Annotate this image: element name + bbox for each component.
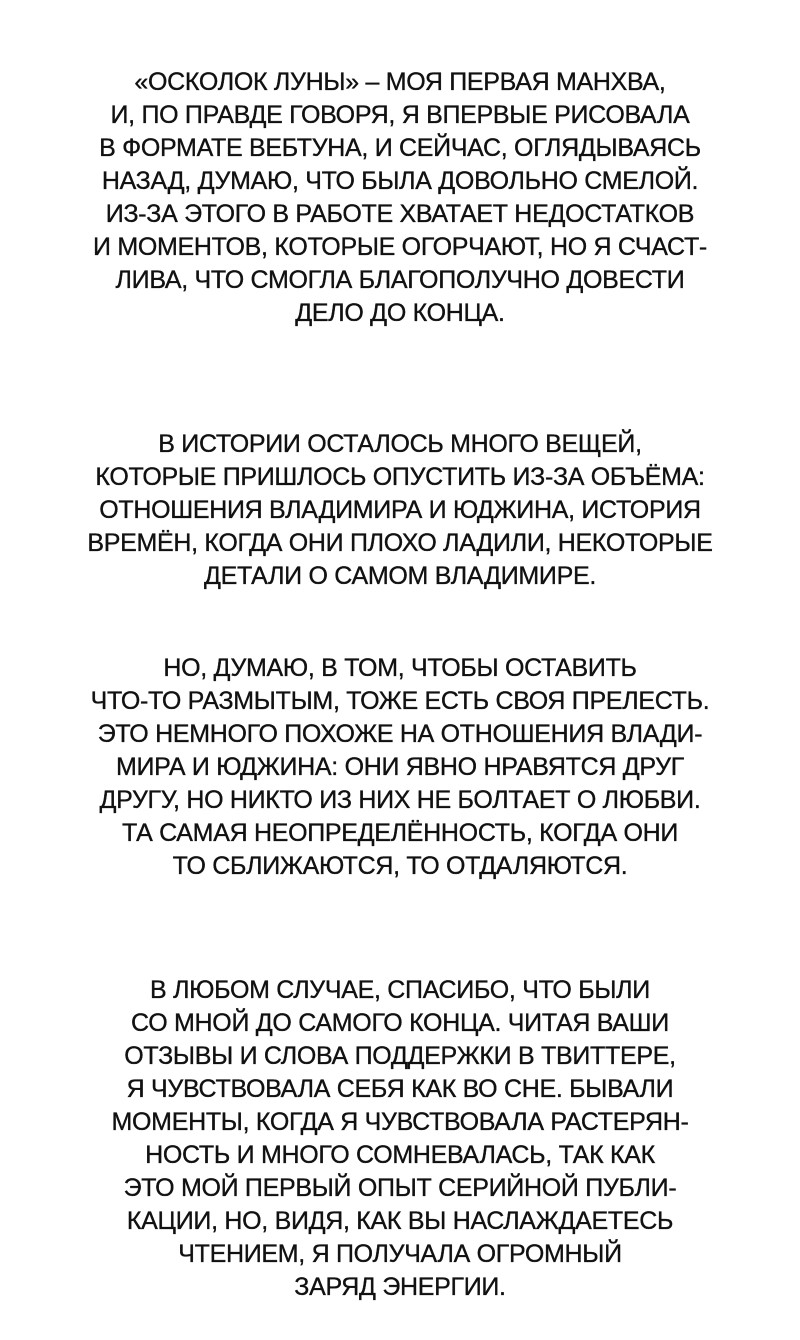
paragraph-ambiguity — [0, 652, 800, 883]
text-line: ОТНОШЕНИЯ ВЛАДИМИРА И ЮДЖИНА, ИСТОРИЯ — [99, 496, 701, 524]
text-line: КАЦИИ, НО, ВИДЯ, КАК ВЫ НАСЛАЖДАЕТЕСЬ — [126, 1207, 674, 1235]
paragraph-omitted-stories — [0, 428, 800, 593]
paragraph-first-manhwa — [0, 66, 800, 330]
text-line: ДЕЛО ДО КОНЦА. — [295, 299, 505, 327]
text-line: НО, ДУМАЮ, В ТОМ, ЧТОБЫ ОСТАВИТЬ — [163, 654, 637, 682]
text-line: МИРА И ЮДЖИНА: ОНИ ЯВНО НРАВЯТСЯ ДРУГ — [115, 753, 684, 781]
text-line: ВРЕМЁН, КОГДА ОНИ ПЛОХО ЛАДИЛИ, НЕКОТОРЫЕ — [87, 529, 713, 557]
text-line: Я ЧУВСТВОВАЛА СЕБЯ КАК ВО СНЕ. БЫВАЛИ — [126, 1075, 674, 1103]
text-line: ОТЗЫВЫ И СЛОВА ПОДДЕРЖКИ В ТВИТТЕРЕ, — [124, 1042, 676, 1070]
text-line: НАЗАД, ДУМАЮ, ЧТО БЫЛА ДОВОЛЬНО СМЕЛОЙ. — [101, 167, 699, 195]
text-line: ИЗ-ЗА ЭТОГО В РАБОТЕ ХВАТАЕТ НЕДОСТАТКОВ — [105, 200, 695, 228]
text-line: И МОМЕНТОВ, КОТОРЫЕ ОГОРЧАЮТ, НО Я СЧАСТ- — [93, 233, 707, 261]
text-line: ДЕТАЛИ О САМОМ ВЛАДИМИРЕ. — [204, 562, 596, 590]
text-line: ЭТО НЕМНОГО ПОХОЖЕ НА ОТНОШЕНИЯ ВЛАДИ- — [97, 720, 703, 748]
text-line: И, ПО ПРАВДЕ ГОВОРЯ, Я ВПЕРВЫЕ РИСОВАЛА — [110, 101, 690, 129]
text-line: ЛИВА, ЧТО СМОГЛА БЛАГОПОЛУЧНО ДОВЕСТИ — [115, 266, 685, 294]
text-line: МОМЕНТЫ, КОГДА Я ЧУВСТВОВАЛА РАСТЕРЯН- — [111, 1108, 689, 1136]
text-line: ЗАРЯД ЭНЕРГИИ. — [294, 1273, 506, 1301]
text-line: СО МНОЙ ДО САМОГО КОНЦА. ЧИТАЯ ВАШИ — [131, 1009, 669, 1037]
text-line: В ИСТОРИИ ОСТАЛОСЬ МНОГО ВЕЩЕЙ, — [158, 430, 642, 458]
text-line: В ЛЮБОМ СЛУЧАЕ, СПАСИБО, ЧТО БЫЛИ — [150, 976, 650, 1004]
text-line: НОСТЬ И МНОГО СОМНЕВАЛАСЬ, ТАК КАК — [145, 1141, 655, 1169]
text-line: ТО СБЛИЖАЮТСЯ, ТО ОТДАЛЯЮТСЯ. — [172, 852, 628, 880]
text-line: В ФОРМАТЕ ВЕБТУНА, И СЕЙЧАС, ОГЛЯДЫВАЯСЬ — [99, 134, 701, 162]
text-line: КОТОРЫЕ ПРИШЛОСЬ ОПУСТИТЬ ИЗ-ЗА ОБЪЁМА: — [95, 463, 705, 491]
text-line: ДРУГУ, НО НИКТО ИЗ НИХ НЕ БОЛТАЕТ О ЛЮБВИ. — [99, 786, 701, 814]
text-line: ЧТО-ТО РАЗМЫТЫМ, ТОЖЕ ЕСТЬ СВОЯ ПРЕЛЕСТЬ. — [90, 687, 710, 715]
text-line: ЧТЕНИЕМ, Я ПОЛУЧАЛА ОГРОМНЫЙ — [178, 1240, 622, 1268]
text-line: ЭТО МОЙ ПЕРВЫЙ ОПЫТ СЕРИЙНОЙ ПУБЛИ- — [123, 1174, 677, 1202]
paragraph-thanks — [0, 974, 800, 1304]
text-line: «ОСКОЛОК ЛУНЫ» – МОЯ ПЕРВАЯ МАНХВА, — [134, 68, 666, 96]
text-line: ТА САМАЯ НЕОПРЕДЕЛЁННОСТЬ, КОГДА ОНИ — [121, 819, 679, 847]
